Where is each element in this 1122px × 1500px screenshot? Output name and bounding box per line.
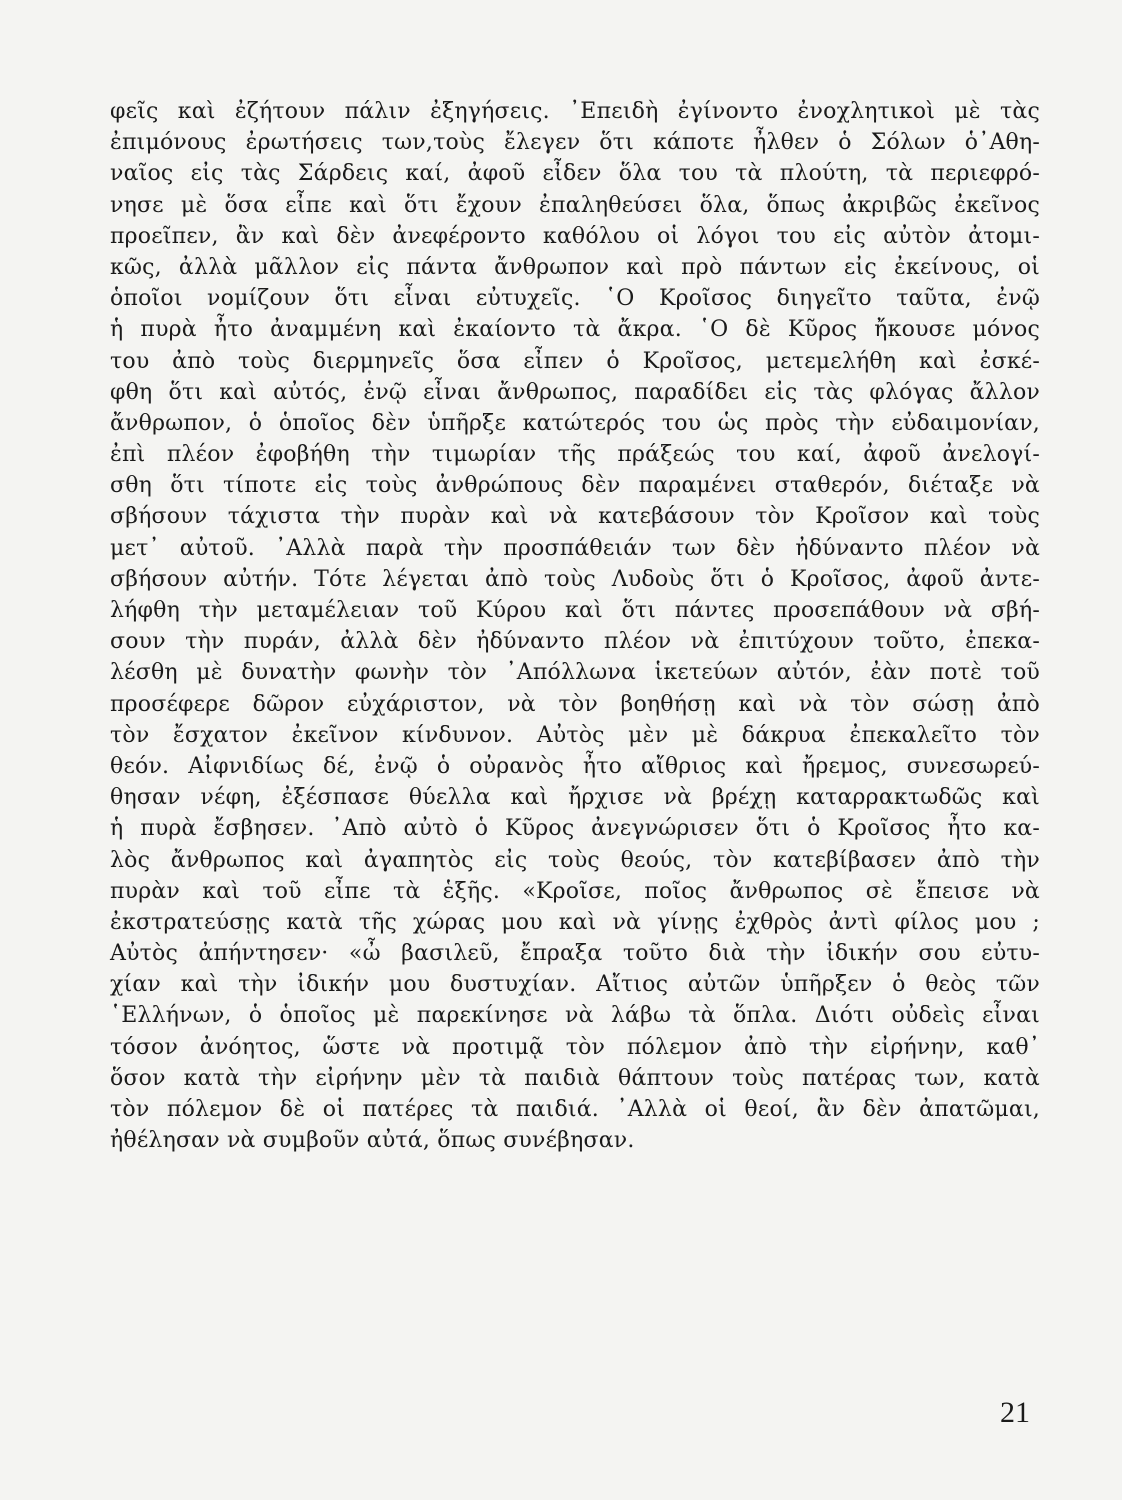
text-line: ἐπιμόνους ἐρωτήσεις των,τοὺς ἔλεγεν ὅτι κάποτε ἦλθεν ὁ Σόλων ὁ᾿Αθη- (110, 130, 1040, 156)
text-line: πυρὰν καὶ τοῦ εἶπε τὰ ἑξῆς. «Κροῖσε, ποῖος ἄνθρωπος σὲ ἔπεισε νὰ (110, 878, 1040, 904)
text-line: θεόν. Αἰφνιδίως δέ, ἐνῷ ὁ οὐρανὸς ἦτο αἴθριος καὶ ἤρεμος, συνεσωρεύ- (110, 753, 1040, 779)
text-line: ἠθέλησαν νὰ συμβοῦν αὐτά, ὅπως συνέβησαν. (110, 1128, 635, 1154)
body-text (110, 96, 1040, 1156)
text-line: λὸς ἄνθρωπος καὶ ἀγαπητὸς εἰς τοὺς θεούς, τὸν κατεβίβασεν ἀπὸ τὴν (110, 847, 1040, 873)
text-line: μετ᾿ αὐτοῦ. ᾿Αλλὰ παρὰ τὴν προσπάθειάν των δὲν ἠδύναντο πλέον νὰ (110, 535, 1040, 561)
text-line: Αὐτὸς ἀπήντησεν· «ὦ βασιλεῦ, ἔπραξα τοῦτο διὰ τὴν ἰδικήν σου εὐτυ- (110, 941, 1040, 967)
text-line: τὸν πόλεμον δὲ οἱ πατέρες τὰ παιδιά. ᾿Αλλὰ οἱ θεοί, ἂν δὲν ἀπατῶμαι, (110, 1097, 1040, 1122)
text-line: ὅσον κατὰ τὴν εἰρήνην μὲν τὰ παιδιὰ θάπτουν τοὺς πατέρας των, κατὰ (110, 1065, 1040, 1091)
text-line: ῾Ελλήνων, ὁ ὁποῖος μὲ παρεκίνησε νὰ λάβω τὰ ὅπλα. Διότι οὐδεὶς εἶναι (110, 1003, 1040, 1029)
text-line: φεῖς καὶ ἐζήτουν πάλιν ἐξηγήσεις. ᾿Επειδὴ ἐγίνοντο ἐνοχλητικοὶ μὲ τὰς (110, 99, 1040, 124)
text-line: νησε μὲ ὅσα εἶπε καὶ ὅτι ἔχουν ἐπαληθεύσει ὅλα, ὅπως ἀκριβῶς ἐκεῖνος (110, 192, 1040, 218)
text-line: ναῖος εἰς τὰς Σάρδεις καί, ἀφοῦ εἶδεν ὅλα του τὰ πλούτη, τὰ περιεφρό- (110, 161, 1040, 187)
text-line: ἐπὶ πλέον ἐφοβήθη τὴν τιμωρίαν τῆς πράξεώς του καί, ἀφοῦ ἀνελογί- (110, 442, 1040, 468)
text-line: ἡ πυρὰ ἦτο ἀναμμένη καὶ ἐκαίοντο τὰ ἄκρα. ῾Ο δὲ Κῦρος ἤκουσε μόνος (110, 317, 1040, 343)
text-line: ἡ πυρὰ ἔσβησεν. ᾿Απὸ αὐτὸ ὁ Κῦρος ἀνεγνώρισεν ὅτι ὁ Κροῖσος ἦτο κα- (110, 816, 1040, 842)
text-line: κῶς, ἀλλὰ μᾶλλον εἰς πάντα ἄνθρωπον καὶ πρὸ πάντων εἰς ἐκείνους, οἱ (110, 254, 1040, 280)
text-line: σθη ὅτι τίποτε εἰς τοὺς ἀνθρώπους δὲν παραμένει σταθερόν, διέταξε νὰ (110, 473, 1040, 499)
text-line: σβήσουν αὐτήν. Τότε λέγεται ἀπὸ τοὺς Λυδοὺς ὅτι ὁ Κροῖσος, ἀφοῦ ἀντε- (110, 566, 1040, 592)
text-line: φθη ὅτι καὶ αὐτός, ἐνῷ εἶναι ἄνθρωπος, παραδίδει εἰς τὰς φλόγας ἄλλον (110, 379, 1040, 405)
text-line: σβήσουν τάχιστα τὴν πυρὰν καὶ νὰ κατεβάσουν τὸν Κροῖσον καὶ τοὺς (110, 504, 1040, 530)
text-line: ὁποῖοι νομίζουν ὅτι εἶναι εὐτυχεῖς. ῾Ο Κροῖσος διηγεῖτο ταῦτα, ἐνῷ (110, 286, 1040, 312)
text-line: σουν τὴν πυράν, ἀλλὰ δὲν ἠδύναντο πλέον νὰ ἐπιτύχουν τοῦτο, ἐπεκα- (110, 629, 1040, 655)
text-line: λήφθη τὴν μεταμέλειαν τοῦ Κύρου καὶ ὅτι πάντες προσεπάθουν νὰ σβή- (110, 598, 1040, 623)
text-line: προεῖπεν, ἂν καὶ δὲν ἀνεφέροντο καθόλου οἱ λόγοι του εἰς αὐτὸν ἀτομι- (110, 223, 1040, 249)
text-line: λέσθη μὲ δυνατὴν φωνὴν τὸν ᾿Απόλλωνα ἱκετεύων αὐτόν, ἐὰν ποτὲ τοῦ (110, 660, 1040, 686)
page-number: 21 (1000, 1396, 1030, 1429)
text-line: τὸν ἔσχατον ἐκεῖνον κίνδυνον. Αὐτὸς μὲν μὲ δάκρυα ἐπεκαλεῖτο τὸν (110, 722, 1040, 748)
text-line: θησαν νέφη, ἐξέσπασε θύελλα καὶ ἤρχισε νὰ βρέχῃ καταρρακτωδῶς καὶ (110, 785, 1040, 811)
text-line: προσέφερε δῶρον εὐχάριστον, νὰ τὸν βοηθήσῃ καὶ νὰ τὸν σώσῃ ἀπὸ (110, 691, 1040, 717)
text-line: τόσον ἀνόητος, ὥστε νὰ προτιμᾷ τὸν πόλεμον ἀπὸ τὴν εἰρήνην, καθ᾿ (110, 1034, 1040, 1060)
text-line: του ἀπὸ τοὺς διερμηνεῖς ὅσα εἶπεν ὁ Κροῖσος, μετεμελήθη καὶ ἐσκέ- (110, 348, 1040, 374)
text-line: ἐκστρατεύσῃς κατὰ τῆς χώρας μου καὶ νὰ γίνῃς ἐχθρὸς ἀντὶ φίλος μου ; (110, 909, 1040, 935)
text-line: ἄνθρωπον, ὁ ὁποῖος δὲν ὑπῆρξε κατώτερός του ὡς πρὸς τὴν εὐδαιμονίαν, (110, 410, 1040, 436)
text-line: χίαν καὶ τὴν ἰδικήν μου δυστυχίαν. Αἴτιος αὐτῶν ὑπῆρξεν ὁ θεὸς τῶν (110, 972, 1040, 998)
